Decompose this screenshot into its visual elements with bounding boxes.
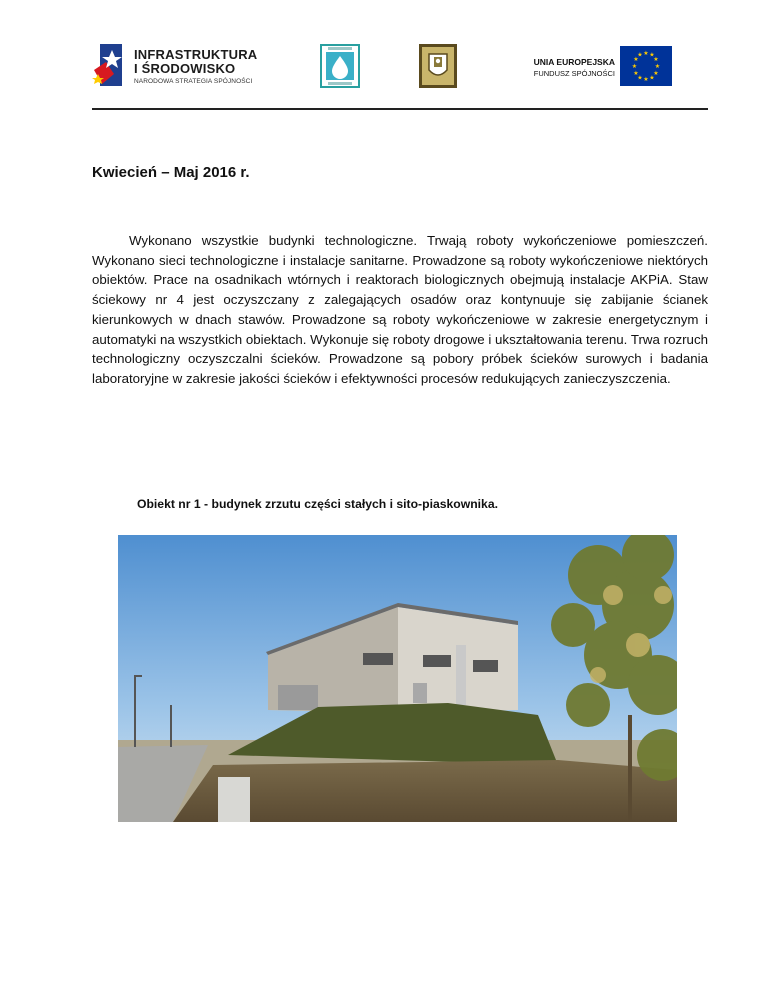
- water-utility-logo: [320, 44, 360, 88]
- is-logo-line1: INFRASTRUKTURA: [134, 47, 258, 62]
- svg-text:★: ★: [653, 70, 659, 77]
- report-paragraph: Wykonano wszystkie budynki technologiczne. Trwają roboty wykończeniowe pomieszczeń. Wykonano sieci technologiczne i instalacje sanitarne. Prowadzone są roboty wykończeniowe niektórych obiektów. Prace na osadnikach wtórnych i reaktorach biologicznych obejmują instalacje AKPiA. Staw ściekowy nr 4 jest oczyszczany z zalegających osadów oraz kontynuuje się zabijanie ścianek kierunkowych w dnach stawów. Prowadzone są roboty wykończeniowe w zakresie energetycznym i automatyki na wszystkich obiektach. Wykonuje się roboty drogowe i ukształtowania terenu. Trwa rozruch technologiczny oczyszczalni ścieków. Prowadzone są pobory próbek ścieków surowych i badania laboratoryjne w zakresie jakości ścieków i efektywności procesów redukujących zanieczyszczenia.: [92, 233, 708, 386]
- svg-text:★: ★: [637, 51, 643, 59]
- svg-text:★: ★: [637, 74, 643, 82]
- photo-caption: Obiekt nr 1 - budynek zrzutu części stałych i sito-piaskownika.: [137, 497, 498, 511]
- svg-text:★: ★: [633, 70, 639, 77]
- svg-text:★: ★: [654, 63, 661, 70]
- svg-text:★: ★: [643, 76, 649, 83]
- eu-flag-icon: [620, 46, 672, 86]
- is-logo-line3: NARODOWA STRATEGIA SPÓJNOŚCI: [134, 78, 253, 85]
- svg-text:★: ★: [633, 56, 639, 63]
- infrastruktura-srodowisko-logo: [92, 40, 272, 90]
- eu-fund-label: [505, 57, 615, 78]
- svg-text:★: ★: [649, 74, 655, 82]
- svg-text:★: ★: [643, 50, 649, 57]
- site-photo: [118, 535, 677, 822]
- eu-label-line1: UNIA EUROPEJSKA: [533, 57, 615, 67]
- municipal-crest-logo: [419, 44, 457, 88]
- header-divider: [92, 108, 708, 110]
- eu-label-line2: FUNDUSZ SPÓJNOŚCI: [533, 69, 615, 78]
- is-logo-line2: I ŚRODOWISKO: [134, 61, 236, 76]
- svg-text:★: ★: [653, 56, 659, 63]
- page-header: [0, 0, 768, 120]
- svg-text:★: ★: [649, 51, 655, 59]
- svg-text:★: ★: [631, 63, 638, 70]
- page-title: Kwiecień – Maj 2016 r.: [92, 164, 250, 181]
- is-emblem-icon: [92, 40, 132, 90]
